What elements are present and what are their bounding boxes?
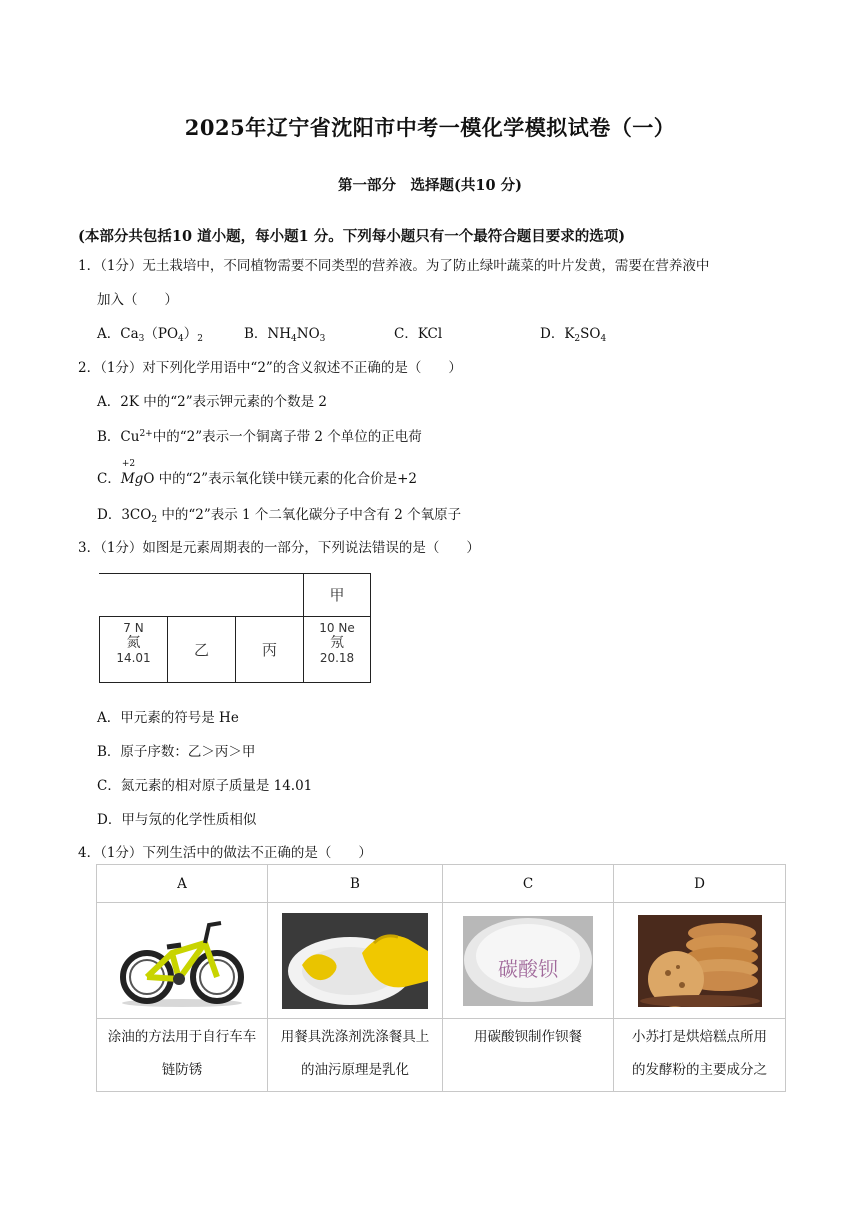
q4-stem: 4．（1分）下列生活中的做法不正确的是（ ）	[78, 845, 372, 861]
image-cell-d	[614, 903, 786, 1019]
cell-nitrogen: 7 N 氮 14.01	[99, 616, 168, 683]
q3-option-b: B．原子序数：乙＞丙＞甲	[97, 744, 256, 760]
cell-neon: 10 Ne 氖 20.18	[303, 616, 371, 683]
cell-yi: 乙	[167, 616, 236, 683]
header-c: C	[443, 865, 614, 903]
q1-option-d: D．$K_2SO_4$	[540, 326, 607, 344]
q1-stem-line1: 1．（1分）无土栽培中，不同植物需要不同类型的营养液。为了防止绿叶蔬菜的叶片发黄，需要在营养液中	[78, 258, 710, 274]
periodic-table-figure	[99, 573, 371, 683]
barium-carbonate-image	[463, 916, 593, 1006]
q3-option-c: C．氮元素的相对原子质量是 14.01	[97, 778, 313, 794]
q2-option-a: A．2K 中的“2”表示钾元素的个数是 2	[97, 394, 327, 410]
cell-bing: 丙	[235, 616, 304, 683]
bicycle-image	[117, 913, 247, 1009]
q3-stem: 3．（1分）如图是元素周期表的一部分，下列说法错误的是（ ）	[78, 540, 480, 556]
cookies-image	[638, 915, 762, 1007]
barium-carbonate-label: 碳酸钡	[498, 956, 558, 981]
header-a: A	[97, 865, 268, 903]
q3-option-a: A．甲元素的符号是 He	[97, 710, 239, 726]
image-cell-b	[268, 903, 443, 1019]
dishwashing-image	[282, 913, 428, 1009]
q1-stem-line2: 加入（ ）	[97, 292, 178, 308]
q1-option-c: C．KCl	[394, 326, 443, 342]
header-d: D	[614, 865, 786, 903]
caption-a: 涂油的方法用于自行车车 链防锈	[97, 1019, 268, 1092]
image-cell-a	[97, 903, 268, 1019]
image-cell-c	[443, 903, 614, 1019]
section-heading: 第一部分 选择题(共10 分)	[338, 177, 522, 194]
page-title: 2025年辽宁省沈阳市中考一模化学模拟试卷（一）	[184, 115, 676, 140]
q1-option-b: B．$NH_4NO_3$	[244, 326, 326, 344]
section-instruction: (本部分共包括10 道小题，每小题1 分。下列每小题只有一个最符合题目要求的选项)	[78, 228, 626, 245]
q3-option-d: D．甲与氖的化学性质相似	[97, 812, 257, 828]
q2-option-b: B．$Cu^{2+}$中的“2”表示一个铜离子带 2 个单位的正电荷	[97, 429, 422, 445]
q1-option-a: A．$Ca_3(PO_4)_2$	[97, 326, 203, 344]
caption-b: 用餐具洗涤剂洗涤餐具上 的油污原理是乳化	[268, 1019, 443, 1092]
q2-option-d: D．$3CO_2$ 中的“2”表示 1 个二氧化碳分子中含有 2 个氧原子	[97, 507, 462, 525]
caption-c: 用碳酸钡制作钡餐	[443, 1019, 614, 1092]
caption-d: 小苏打是烘焙糕点所用 的发酵粉的主要成分之	[614, 1019, 786, 1092]
cell-jia: 甲	[303, 573, 371, 617]
header-b: B	[268, 865, 443, 903]
q2-stem: 2．（1分）对下列化学用语中“2”的含义叙述不正确的是（ ）	[78, 360, 462, 376]
q2-option-c: C． +2 MgO 中的“2”表示氧化镁中镁元素的化合价是+2	[97, 459, 417, 487]
table-guide-line	[99, 573, 303, 574]
q4-options-table	[96, 864, 786, 1092]
